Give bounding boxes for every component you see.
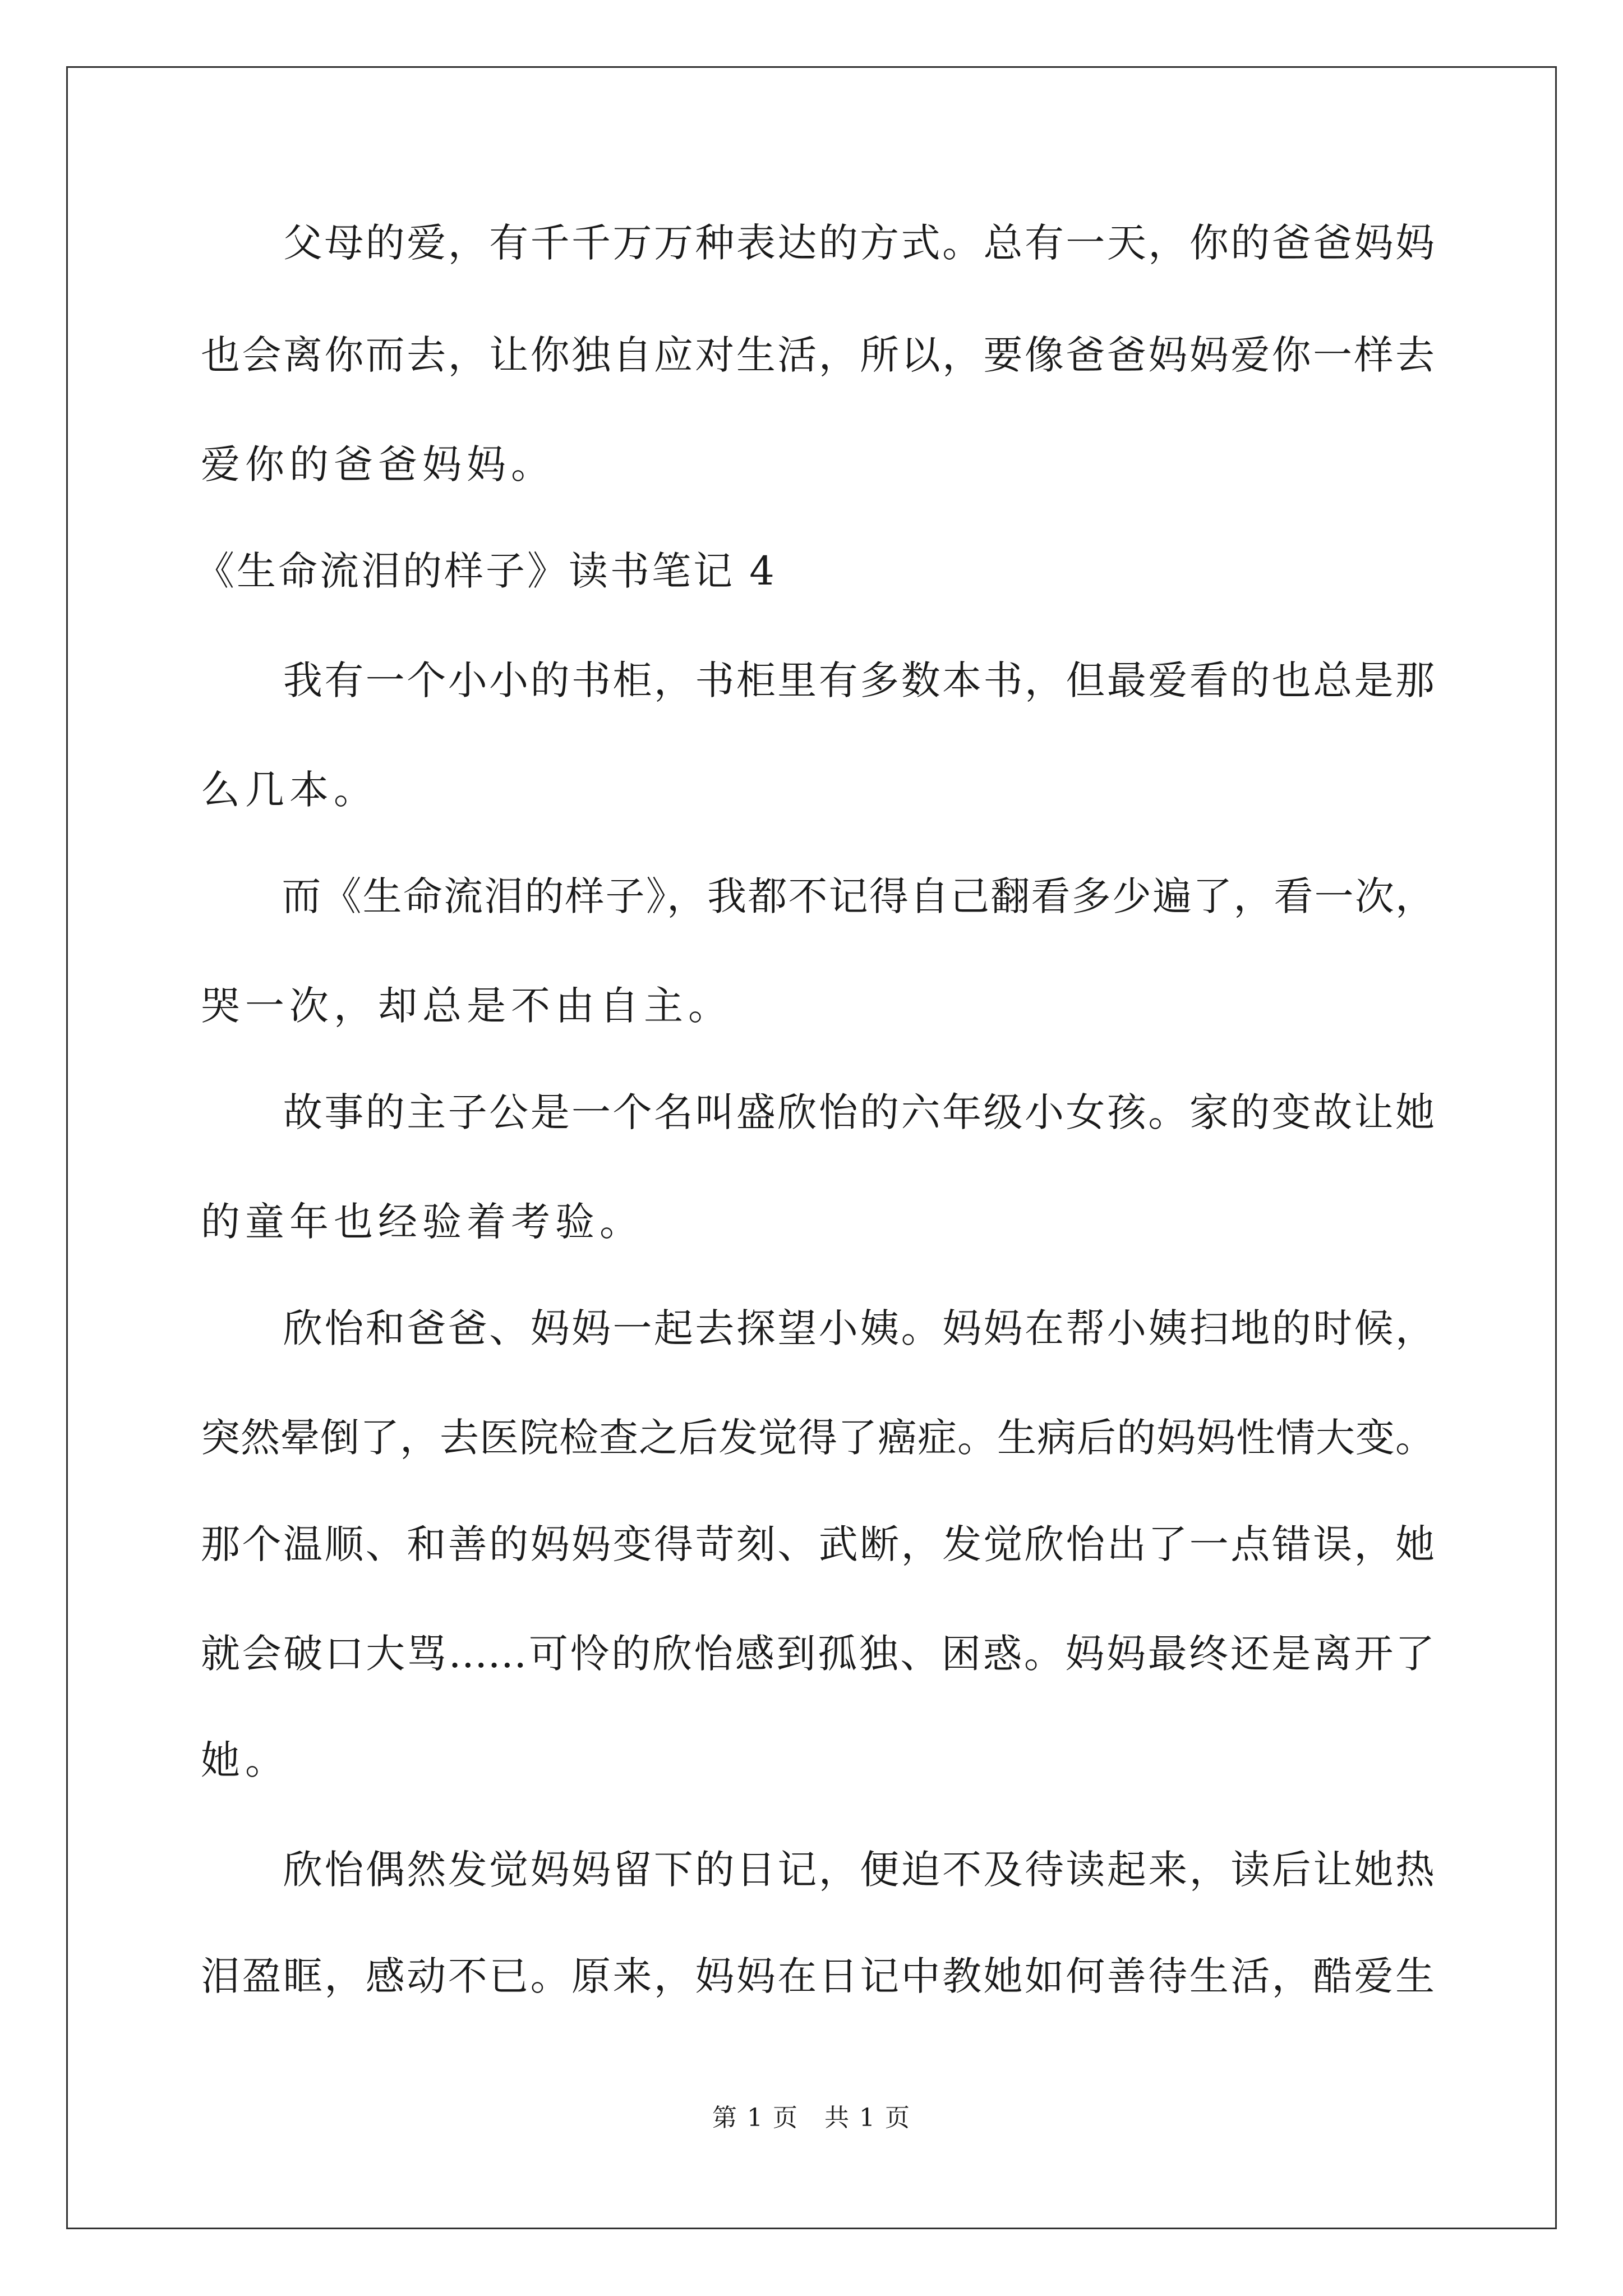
- text-line: 欣怡偶然发觉妈妈留下的日记，便迫不及待读起来，读后让她热: [201, 1847, 1435, 1893]
- text-line: 父母的爱，有千千万万种表达的方式。总有一天，你的爸爸妈妈: [201, 220, 1435, 266]
- text-line: 哭一次，却总是不由自主。: [201, 983, 732, 1029]
- text-line: 泪盈眶，感动不已。原来，妈妈在日记中教她如何善待生活，酷爱生: [201, 1953, 1435, 1999]
- text-line: 的童年也经验着考验。: [201, 1199, 644, 1245]
- text-line: 我有一个小小的书柜，书柜里有多数本书，但最爱看的也总是那: [201, 657, 1435, 703]
- text-line: 么几本。: [201, 767, 378, 813]
- section-heading: 《生命流泪的样子》读书笔记 4: [195, 548, 777, 594]
- text-line: 欣怡和爸爸、妈妈一起去探望小姨。妈妈在帮小姨扫地的时候，: [201, 1305, 1435, 1351]
- text-line: 那个温顺、和善的妈妈变得苛刻、武断，发觉欣怡出了一点错误，她: [201, 1521, 1435, 1567]
- page-border: [66, 66, 1557, 2229]
- text-line: 突然晕倒了，去医院检查之后发觉得了癌症。生病后的妈妈性情大变。: [201, 1415, 1435, 1461]
- text-line: 而《生命流泪的样子》，我都不记得自己翻看多少遍了，看一次，: [201, 873, 1435, 919]
- text-line: 故事的主子公是一个名叫盛欣怡的六年级小女孩。家的变故让她: [201, 1089, 1435, 1135]
- text-line: 爱你的爸爸妈妈。: [201, 441, 555, 487]
- text-line: 就会破口大骂……可怜的欣怡感到孤独、困惑。妈妈最终还是离开了: [201, 1631, 1435, 1677]
- text-line: 她。: [201, 1737, 289, 1783]
- text-line: 也会离你而去，让你独自应对生活，所以，要像爸爸妈妈爱你一样去: [201, 332, 1435, 378]
- page-number-footer: 第 1 页 共 1 页: [712, 2104, 911, 2132]
